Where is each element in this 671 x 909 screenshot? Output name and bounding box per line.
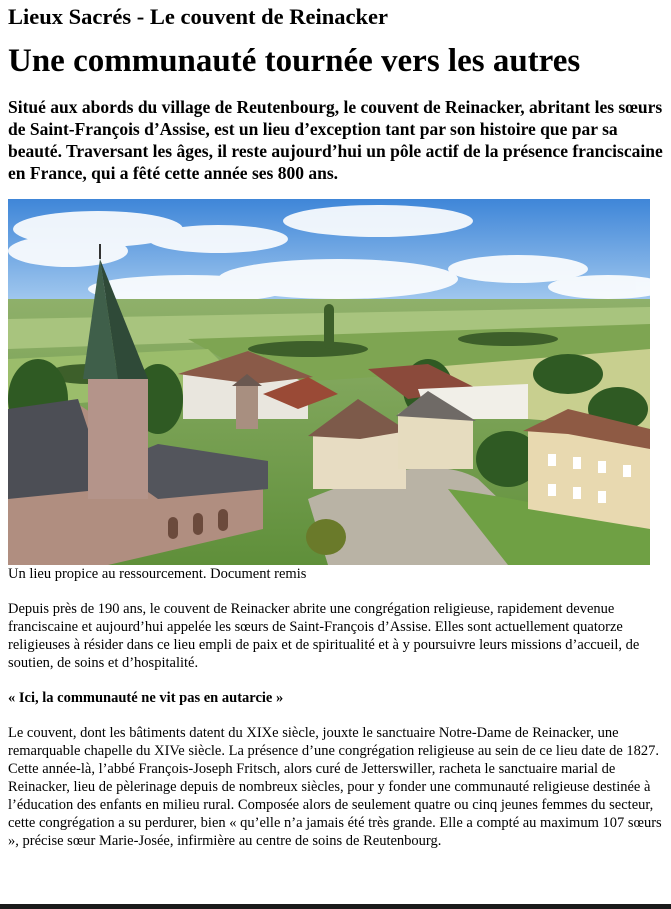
body-paragraph-2: Le couvent, dont les bâtiments datent du XIXe siècle, jouxte le sanctuaire Notre-Dame de Reinacker, une remarquable chapelle du XIVe siècle. La présence d’une congrégation religieuse au sein de ce lieu date de 1827. Cette année-là, l’abbé François-Joseph Fritsch, alors curé de Jetterswiller, racheta le sanctuaire marial de Reinacker, lieu de pèlerinage depuis de nombreux siècles, pour y fonder une communauté religieuse destinée à l’éducation des enfants en milieu rural. Composée alors de seulement quatre ou cinq jeunes femmes du secteur, cette congrégation a su perdurer, bien « qu’elle n’a jamais été très grande. Elle a compté au maximum 107 sœurs », précise sœur Marie-Josée, infirmière au centre de soins de Reutenbourg. [8,725,662,849]
photo-caption: Un lieu propice au ressourcement. Document remis [8,566,307,582]
headline: Une communauté tournée vers les autres [8,43,581,79]
subheading-quote: « Ici, la communauté ne vit pas en autarcie » [8,690,284,706]
lead-paragraph: Situé aux abords du village de Reutenbourg, le couvent de Reinacker, abritant les sœurs de Saint-François d’Assise, est un lieu d’exception tant par son histoire que par sa beauté. Traversant les âges, il reste aujourd’hui un pôle actif de la présence franciscaine en France, qui a fêté cette année ses 800 ans. [8,97,663,183]
bottom-divider [0,904,671,909]
convent-aerial-photo [8,199,650,565]
body-paragraph-1: Depuis près de 190 ans, le couvent de Reinacker abrite une congrégation religieuse, rapidement devenue franciscaine et aujourd’hui appelée les sœurs de Saint-François d’Assise. Elles sont actuellement quatorze religieuses à résider dans ce lieu empli de paix et de spiritualité et à y poursuivre leurs missions d’accueil, de soutien, de soins et d’hospitalité. [8,601,640,671]
section-rubric: Lieux Sacrés - Le couvent de Reinacker [8,4,388,29]
article [0,3,671,850]
